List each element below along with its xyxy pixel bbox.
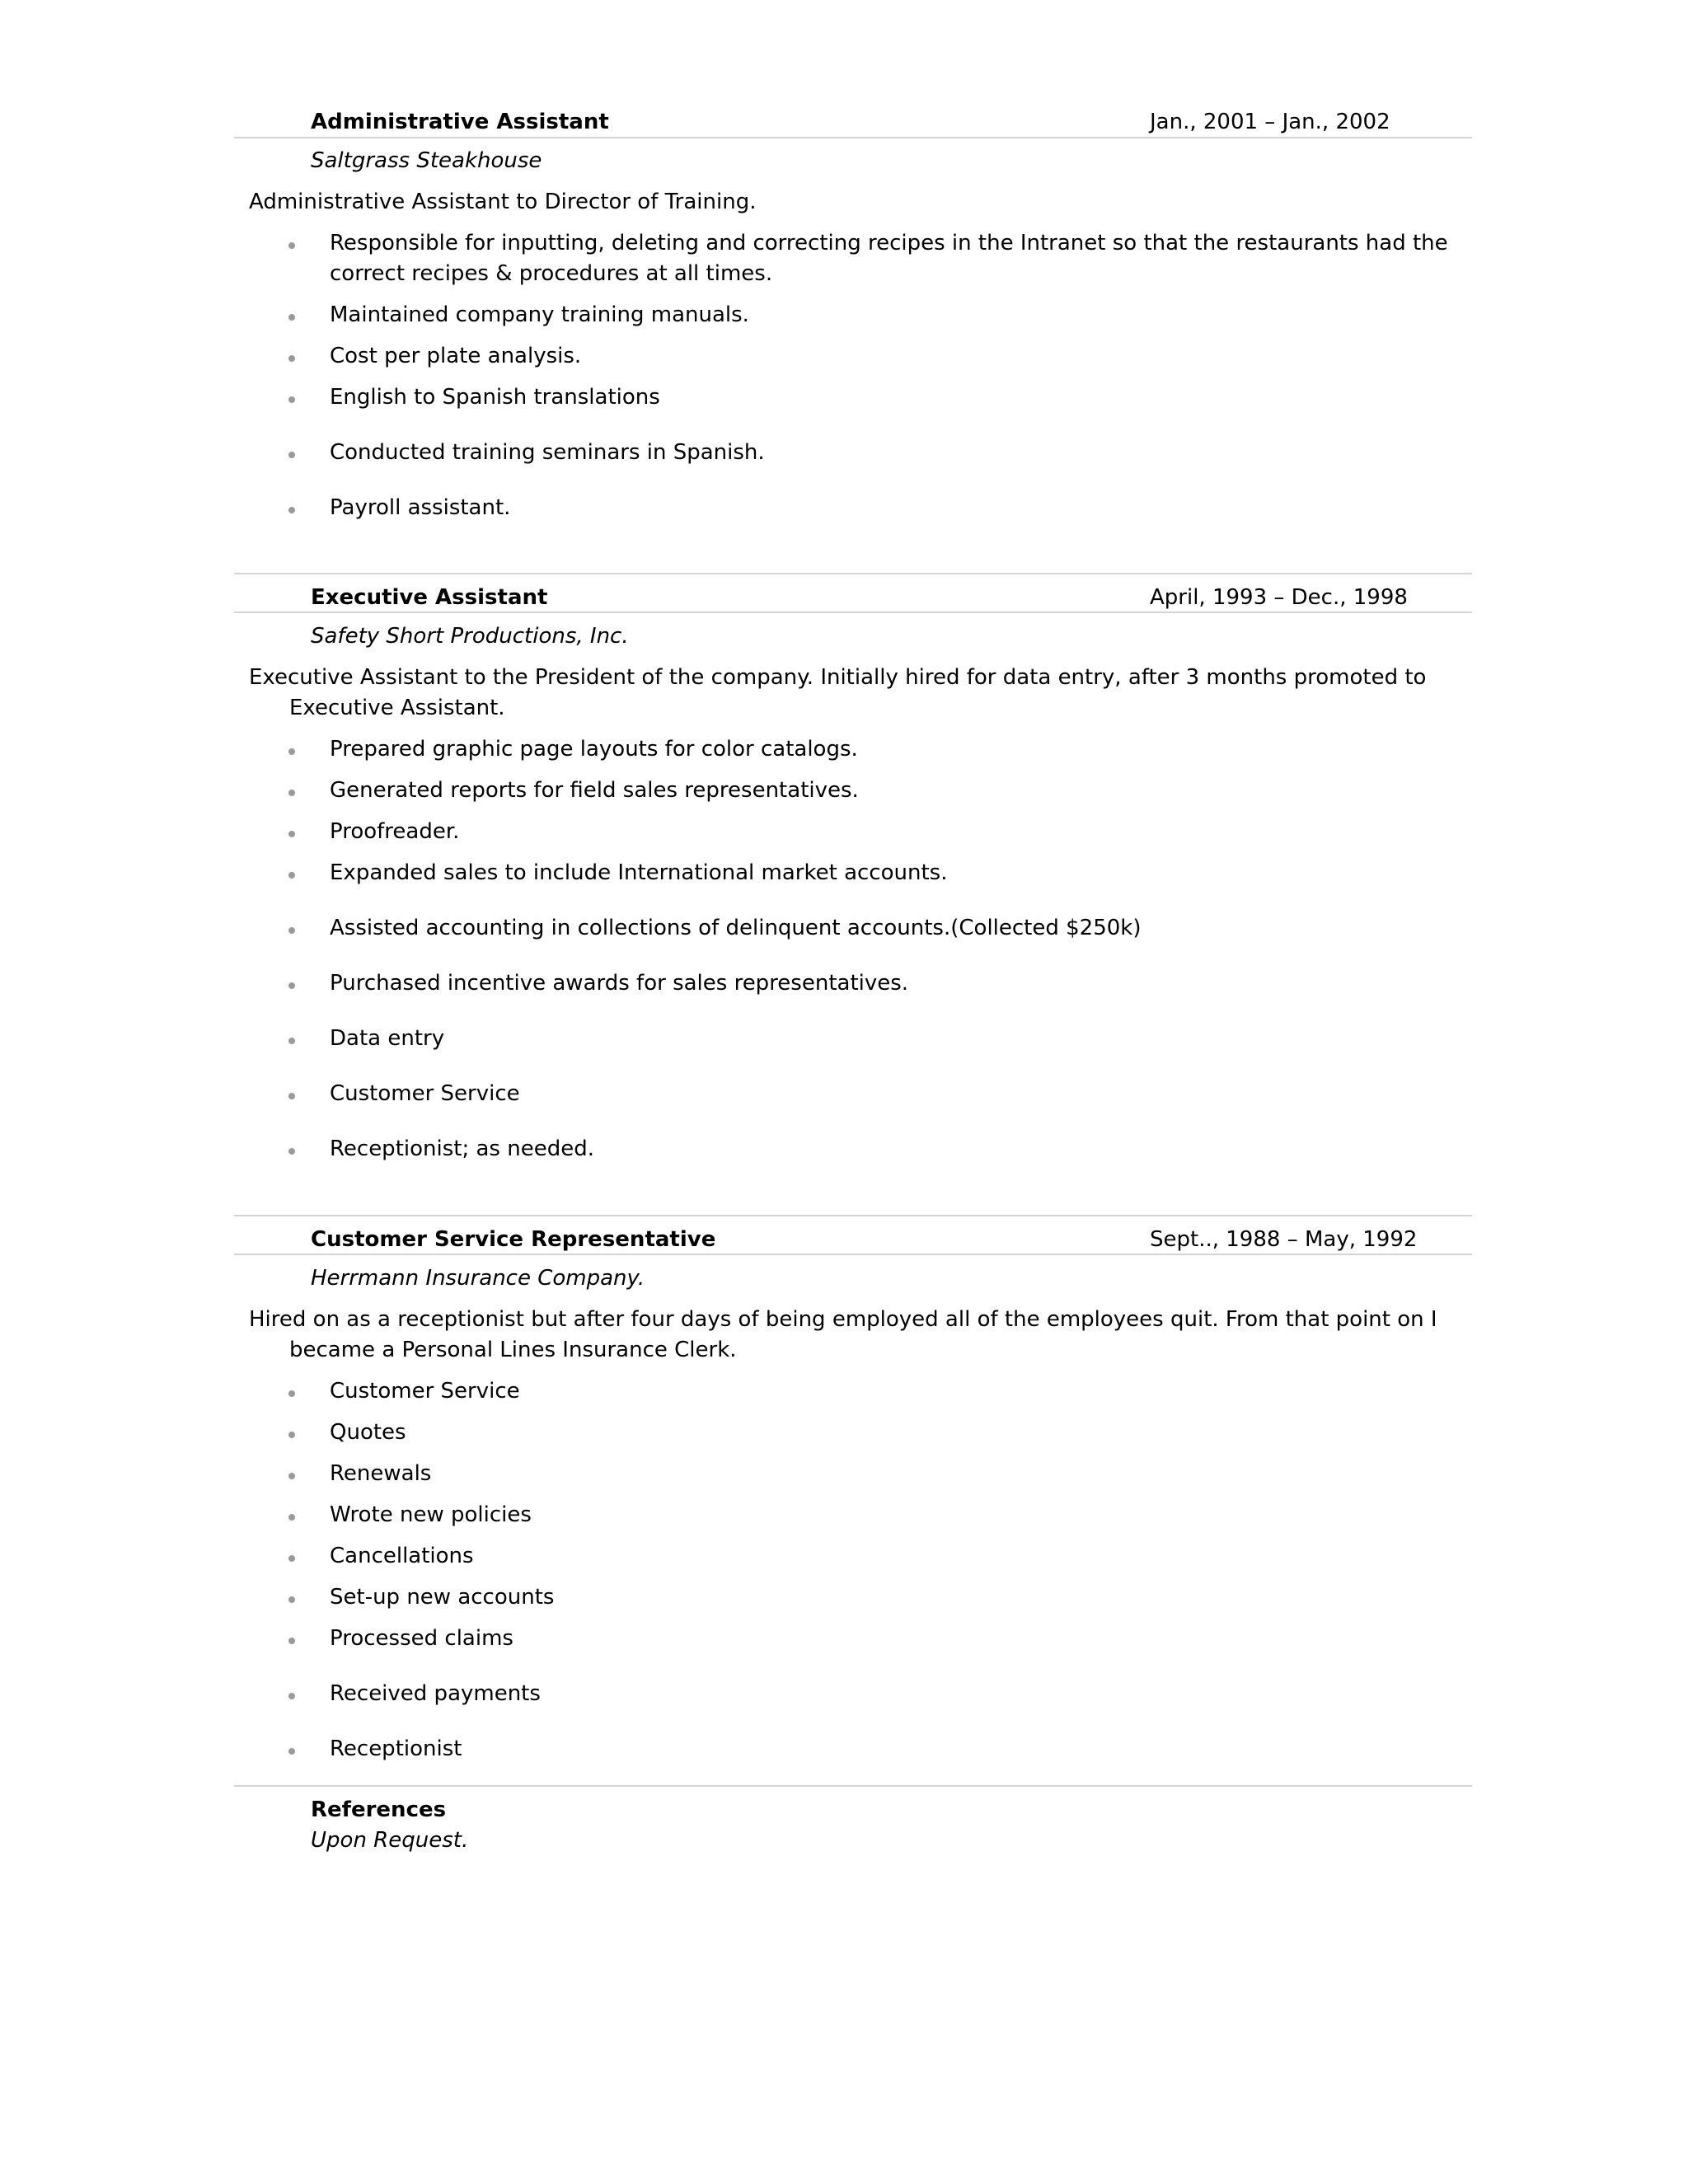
- bullet-icon: [288, 1390, 295, 1397]
- list-item: Set-up new accounts: [330, 1585, 555, 1610]
- job-summary: Administrative Assistant to Director of Training.: [249, 190, 757, 214]
- divider: [234, 1215, 1472, 1216]
- bullet-icon: [288, 314, 295, 321]
- bullet-icon: [288, 242, 295, 249]
- bullet-icon: [288, 1596, 295, 1603]
- bullet-icon: [288, 452, 295, 458]
- job-summary: Executive Assistant to the President of the company. Initially hired for data entry, after 3 months promoted to Executive Assistant.: [249, 665, 1427, 720]
- bullet-icon: [288, 831, 295, 837]
- job-title: Executive Assistant: [311, 585, 548, 610]
- references-text: Upon Request.: [311, 1828, 469, 1853]
- bullet-icon: [288, 355, 295, 362]
- bullet-icon: [288, 1555, 295, 1562]
- list-item: Purchased incentive awards for sales representatives.: [330, 971, 909, 996]
- list-item: Generated reports for field sales representatives.: [330, 778, 859, 803]
- list-item: Proofreader.: [330, 819, 460, 844]
- list-item: Maintained company training manuals.: [330, 302, 749, 327]
- bullet-icon: [288, 872, 295, 879]
- bullet-icon: [288, 1473, 295, 1479]
- list-item: English to Spanish translations: [330, 385, 660, 410]
- list-item: Wrote new policies: [330, 1502, 532, 1527]
- list-item: Customer Service: [330, 1081, 520, 1106]
- divider: [234, 612, 1472, 613]
- bullet-icon: [288, 982, 295, 989]
- list-item: Responsible for inputting, deleting and correcting recipes in the Intranet so that the restaurants had the correct recipes & procedures at all times.: [330, 231, 1448, 286]
- job-company: Herrmann Insurance Company.: [311, 1266, 645, 1291]
- bullet-icon: [288, 1148, 295, 1155]
- bullet-icon: [288, 1638, 295, 1644]
- job-title: Administrative Assistant: [311, 110, 609, 134]
- list-item: Processed claims: [330, 1626, 513, 1651]
- list-item: Cancellations: [330, 1544, 474, 1568]
- list-item: Conducted training seminars in Spanish.: [330, 440, 765, 465]
- bullet-icon: [288, 1093, 295, 1099]
- job-summary: Hired on as a receptionist but after four days of being employed all of the employees quit. From that point on I became a Personal Lines Insurance Clerk.: [249, 1307, 1437, 1362]
- divider: [234, 137, 1472, 138]
- list-item: Receptionist; as needed.: [330, 1137, 594, 1161]
- job-dates: Sept.., 1988 – May, 1992: [1150, 1227, 1418, 1252]
- bullet-icon: [288, 1432, 295, 1438]
- list-item: Renewals: [330, 1461, 432, 1486]
- list-item: Data entry: [330, 1026, 445, 1051]
- list-item: Received payments: [330, 1681, 541, 1706]
- list-item: Payroll assistant.: [330, 495, 511, 520]
- job-dates: Jan., 2001 – Jan., 2002: [1150, 110, 1390, 134]
- list-item: Prepared graphic page layouts for color catalogs.: [330, 737, 858, 762]
- divider: [234, 1785, 1472, 1787]
- list-item: Expanded sales to include International market accounts.: [330, 860, 948, 885]
- divider: [234, 1254, 1472, 1255]
- list-item: Customer Service: [330, 1379, 520, 1404]
- job-dates: April, 1993 – Dec., 1998: [1150, 585, 1408, 610]
- job-company: Safety Short Productions, Inc.: [311, 624, 629, 649]
- list-item: Assisted accounting in collections of delinquent accounts.(Collected $250k): [330, 916, 1142, 940]
- bullet-icon: [288, 790, 295, 796]
- job-title: Customer Service Representative: [311, 1227, 716, 1252]
- bullet-icon: [288, 1514, 295, 1521]
- bullet-icon: [288, 1693, 295, 1699]
- list-item: Quotes: [330, 1420, 406, 1445]
- list-item: Receptionist: [330, 1736, 462, 1761]
- job-company: Saltgrass Steakhouse: [311, 148, 542, 173]
- bullet-icon: [288, 507, 295, 513]
- references-heading: References: [311, 1797, 447, 1822]
- divider: [234, 573, 1472, 574]
- bullet-icon: [288, 1038, 295, 1044]
- bullet-icon: [288, 748, 295, 755]
- bullet-icon: [288, 927, 295, 934]
- list-item: Cost per plate analysis.: [330, 344, 582, 368]
- bullet-icon: [288, 396, 295, 403]
- bullet-icon: [288, 1748, 295, 1755]
